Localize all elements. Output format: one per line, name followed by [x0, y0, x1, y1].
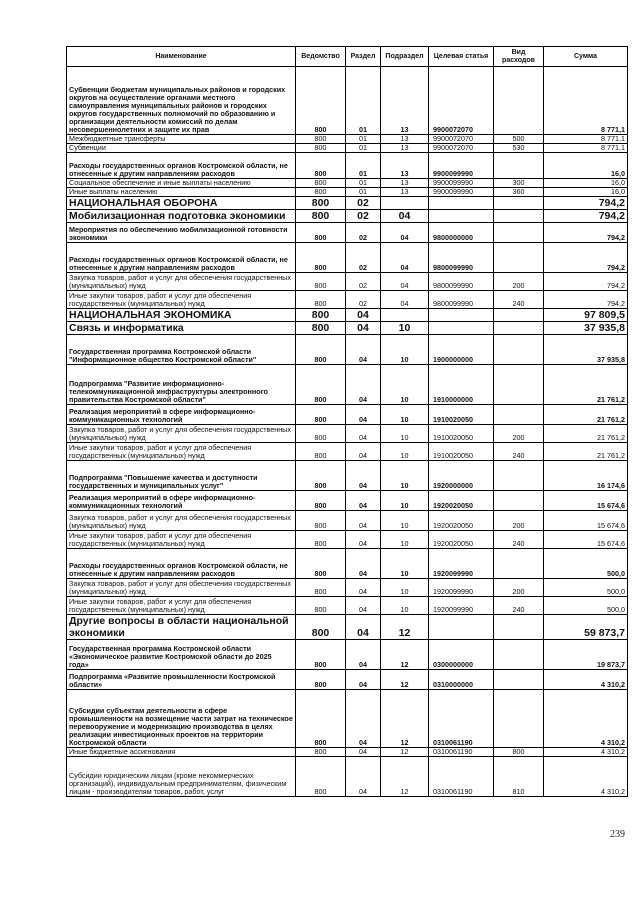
cell-amount: 16,0 — [544, 188, 628, 197]
cell-subsection: 13 — [381, 153, 429, 179]
cell-department: 800 — [296, 243, 346, 273]
cell-target-article — [429, 615, 494, 640]
cell-target-article: 9900072070 — [429, 135, 494, 144]
table-row — [67, 615, 628, 640]
cell-section: 02 — [346, 210, 381, 223]
cell-subsection: 12 — [381, 640, 429, 670]
cell-name: Иные бюджетные ассигнования — [67, 748, 296, 757]
cell-section: 01 — [346, 188, 381, 197]
header-target-article: Целевая статья — [429, 47, 494, 67]
cell-amount: 15 674,6 — [544, 531, 628, 549]
table-header-row — [67, 47, 628, 67]
cell-name: Государственная программа Костромской области «Экономическое развитие Костромской области до 2025 года» — [67, 640, 296, 670]
cell-department: 800 — [296, 511, 346, 531]
cell-department: 800 — [296, 549, 346, 579]
cell-subsection: 13 — [381, 179, 429, 188]
cell-subsection: 12 — [381, 748, 429, 757]
cell-target-article: 1910020050 — [429, 405, 494, 425]
table-row — [67, 365, 628, 405]
table-row — [67, 579, 628, 597]
cell-section: 01 — [346, 67, 381, 135]
cell-target-article: 0310000000 — [429, 670, 494, 690]
cell-subsection: 10 — [381, 531, 429, 549]
cell-subsection: 10 — [381, 491, 429, 511]
cell-subsection: 10 — [381, 365, 429, 405]
cell-department: 800 — [296, 531, 346, 549]
cell-name: Расходы государственных органов Костромской области, не отнесенные к другим направлениям расходов — [67, 153, 296, 179]
cell-amount: 794,2 — [544, 223, 628, 243]
cell-target-article — [429, 309, 494, 322]
cell-amount: 37 935,8 — [544, 322, 628, 335]
cell-department: 800 — [296, 153, 346, 179]
cell-subsection: 04 — [381, 243, 429, 273]
cell-name: Связь и информатика — [67, 322, 296, 335]
cell-target-article — [429, 197, 494, 210]
cell-amount: 4 310,2 — [544, 670, 628, 690]
cell-expense-type — [494, 405, 544, 425]
cell-amount: 8 771,1 — [544, 144, 628, 153]
table-row — [67, 748, 628, 757]
cell-amount: 794,2 — [544, 243, 628, 273]
cell-section: 04 — [346, 690, 381, 748]
cell-name: Субсидии субъектам деятельности в сфере промышленности на возмещение части затрат на техническое перевооружение и модернизацию производства в целях реализации инвестиционных проектов на территории Костромской области — [67, 690, 296, 748]
table-row — [67, 210, 628, 223]
cell-name: Субвенции — [67, 144, 296, 153]
cell-expense-type — [494, 67, 544, 135]
table-row — [67, 67, 628, 135]
cell-target-article: 1920020050 — [429, 531, 494, 549]
cell-subsection: 10 — [381, 335, 429, 365]
cell-expense-type — [494, 153, 544, 179]
cell-target-article: 9900072070 — [429, 144, 494, 153]
cell-department: 800 — [296, 210, 346, 223]
cell-subsection: 04 — [381, 210, 429, 223]
cell-target-article: 1920020050 — [429, 511, 494, 531]
cell-name: Реализация мероприятий в сфере информационно-коммуникационных технологий — [67, 405, 296, 425]
cell-section: 04 — [346, 757, 381, 797]
cell-amount: 500,0 — [544, 579, 628, 597]
cell-target-article: 9800099990 — [429, 291, 494, 309]
cell-department: 800 — [296, 135, 346, 144]
cell-target-article: 9800099990 — [429, 243, 494, 273]
cell-expense-type — [494, 197, 544, 210]
cell-department: 800 — [296, 179, 346, 188]
cell-name: Мероприятия по обеспечению мобилизационной готовности экономики — [67, 223, 296, 243]
cell-expense-type — [494, 210, 544, 223]
cell-name: Иные закупки товаров, работ и услуг для обеспечения государственных (муниципальных) нужд — [67, 291, 296, 309]
cell-name: Закупка товаров, работ и услуг для обеспечения государственных (муниципальных) нужд — [67, 579, 296, 597]
table-row — [67, 405, 628, 425]
cell-subsection: 10 — [381, 443, 429, 461]
cell-name: Социальное обеспечение и иные выплаты населению — [67, 179, 296, 188]
cell-name: Закупка товаров, работ и услуг для обеспечения государственных (муниципальных) нужд — [67, 511, 296, 531]
cell-amount: 37 935,8 — [544, 335, 628, 365]
cell-name: Подпрограмма «Развитие промышленности Костромской области» — [67, 670, 296, 690]
cell-amount: 21 761,2 — [544, 365, 628, 405]
cell-subsection: 04 — [381, 291, 429, 309]
table-row — [67, 135, 628, 144]
cell-department: 800 — [296, 67, 346, 135]
cell-section: 02 — [346, 223, 381, 243]
cell-section: 04 — [346, 491, 381, 511]
cell-target-article: 1910020050 — [429, 425, 494, 443]
cell-department: 800 — [296, 273, 346, 291]
cell-name: Расходы государственных органов Костромской области, не отнесенные к другим направлениям расходов — [67, 549, 296, 579]
cell-department: 800 — [296, 461, 346, 491]
cell-target-article: 9900099990 — [429, 188, 494, 197]
cell-expense-type — [494, 461, 544, 491]
table-row — [67, 144, 628, 153]
cell-department: 800 — [296, 615, 346, 640]
cell-target-article: 0310061190 — [429, 748, 494, 757]
cell-target-article: 1910000000 — [429, 365, 494, 405]
cell-target-article: 1920099990 — [429, 549, 494, 579]
cell-department: 800 — [296, 188, 346, 197]
cell-expense-type — [494, 690, 544, 748]
cell-subsection: 10 — [381, 579, 429, 597]
cell-target-article: 1900000000 — [429, 335, 494, 365]
cell-target-article: 9900099990 — [429, 179, 494, 188]
cell-amount: 500,0 — [544, 549, 628, 579]
cell-amount: 794,2 — [544, 210, 628, 223]
cell-department: 800 — [296, 197, 346, 210]
table-row — [67, 223, 628, 243]
cell-target-article: 9900072070 — [429, 67, 494, 135]
cell-section: 01 — [346, 153, 381, 179]
cell-department: 800 — [296, 597, 346, 615]
table-row — [67, 597, 628, 615]
cell-subsection: 10 — [381, 549, 429, 579]
cell-amount: 15 674,6 — [544, 491, 628, 511]
header-expense-type: Вид расходов — [494, 47, 544, 67]
cell-department: 800 — [296, 223, 346, 243]
cell-name: Подпрограмма "Повышение качества и доступности государственных и муниципальных услуг" — [67, 461, 296, 491]
cell-amount: 97 809,5 — [544, 309, 628, 322]
cell-expense-type: 240 — [494, 597, 544, 615]
cell-expense-type: 240 — [494, 443, 544, 461]
table-row — [67, 179, 628, 188]
cell-subsection: 12 — [381, 670, 429, 690]
cell-expense-type: 200 — [494, 425, 544, 443]
cell-expense-type — [494, 491, 544, 511]
cell-expense-type: 800 — [494, 748, 544, 757]
cell-target-article: 0300000000 — [429, 640, 494, 670]
cell-section: 04 — [346, 670, 381, 690]
cell-section: 04 — [346, 309, 381, 322]
cell-target-article: 0310061190 — [429, 757, 494, 797]
table-row — [67, 443, 628, 461]
table-row — [67, 197, 628, 210]
budget-table — [66, 46, 628, 797]
cell-amount: 59 873,7 — [544, 615, 628, 640]
table-row — [67, 757, 628, 797]
cell-amount: 21 761,2 — [544, 425, 628, 443]
cell-section: 04 — [346, 335, 381, 365]
cell-target-article: 1920020050 — [429, 491, 494, 511]
cell-amount: 16,0 — [544, 179, 628, 188]
cell-name: Государственная программа Костромской области "Информационное общество Костромской области" — [67, 335, 296, 365]
cell-name: Подпрограмма "Развитие информационно-телекоммуникационной инфраструктуры электронного правительства Костромской области" — [67, 365, 296, 405]
table-row — [67, 425, 628, 443]
table-row — [67, 188, 628, 197]
cell-department: 800 — [296, 443, 346, 461]
cell-subsection: 13 — [381, 188, 429, 197]
header-amount: Сумма — [544, 47, 628, 67]
cell-amount: 794,2 — [544, 291, 628, 309]
cell-section: 04 — [346, 405, 381, 425]
cell-name: Мобилизационная подготовка экономики — [67, 210, 296, 223]
cell-expense-type — [494, 365, 544, 405]
cell-section: 04 — [346, 425, 381, 443]
cell-name: Субсидии юридическим лицам (кроме некоммерческих организаций), индивидуальным предпринимателям, физическим лицам - производителям товаров, работ, услуг — [67, 757, 296, 797]
cell-section: 01 — [346, 135, 381, 144]
cell-expense-type: 500 — [494, 135, 544, 144]
cell-section: 02 — [346, 243, 381, 273]
cell-amount: 21 761,2 — [544, 405, 628, 425]
cell-expense-type — [494, 335, 544, 365]
table-row — [67, 273, 628, 291]
cell-target-article: 9800099990 — [429, 273, 494, 291]
cell-expense-type: 200 — [494, 273, 544, 291]
budget-table-container — [66, 46, 627, 797]
cell-department: 800 — [296, 322, 346, 335]
page-number: 239 — [610, 829, 625, 840]
cell-department: 800 — [296, 690, 346, 748]
cell-name: Иные выплаты населению — [67, 188, 296, 197]
header-name: Наименование — [67, 47, 296, 67]
cell-name: Другие вопросы в области национальной экономики — [67, 615, 296, 640]
table-row — [67, 640, 628, 670]
cell-department: 800 — [296, 365, 346, 405]
cell-amount: 8 771,1 — [544, 67, 628, 135]
cell-amount: 16,0 — [544, 153, 628, 179]
cell-amount: 15 674,6 — [544, 511, 628, 531]
table-row — [67, 291, 628, 309]
cell-department: 800 — [296, 309, 346, 322]
header-subsection: Подраздел — [381, 47, 429, 67]
cell-subsection: 10 — [381, 425, 429, 443]
cell-target-article: 9900099990 — [429, 153, 494, 179]
cell-subsection: 13 — [381, 144, 429, 153]
cell-target-article: 1920099990 — [429, 579, 494, 597]
cell-subsection: 10 — [381, 405, 429, 425]
table-row — [67, 511, 628, 531]
cell-subsection: 10 — [381, 511, 429, 531]
cell-department: 800 — [296, 757, 346, 797]
cell-department: 800 — [296, 491, 346, 511]
cell-subsection: 04 — [381, 223, 429, 243]
cell-subsection — [381, 309, 429, 322]
cell-target-article: 0310061190 — [429, 690, 494, 748]
cell-name: Иные закупки товаров, работ и услуг для обеспечения государственных (муниципальных) нужд — [67, 531, 296, 549]
cell-section: 02 — [346, 273, 381, 291]
cell-section: 04 — [346, 531, 381, 549]
cell-section: 04 — [346, 748, 381, 757]
cell-expense-type — [494, 615, 544, 640]
cell-expense-type — [494, 243, 544, 273]
table-row — [67, 491, 628, 511]
cell-amount: 21 761,2 — [544, 443, 628, 461]
table-row — [67, 335, 628, 365]
cell-name: НАЦИОНАЛЬНАЯ ОБОРОНА — [67, 197, 296, 210]
cell-subsection: 04 — [381, 273, 429, 291]
cell-subsection: 10 — [381, 597, 429, 615]
table-row — [67, 690, 628, 748]
cell-section: 01 — [346, 144, 381, 153]
cell-expense-type: 810 — [494, 757, 544, 797]
cell-target-article — [429, 210, 494, 223]
cell-department: 800 — [296, 579, 346, 597]
cell-target-article: 9800000000 — [429, 223, 494, 243]
cell-department: 800 — [296, 670, 346, 690]
cell-subsection: 10 — [381, 322, 429, 335]
cell-name: Иные закупки товаров, работ и услуг для обеспечения государственных (муниципальных) нужд — [67, 443, 296, 461]
cell-expense-type: 360 — [494, 188, 544, 197]
cell-subsection: 10 — [381, 461, 429, 491]
cell-section: 02 — [346, 197, 381, 210]
cell-section: 04 — [346, 461, 381, 491]
cell-section: 04 — [346, 597, 381, 615]
cell-expense-type: 240 — [494, 531, 544, 549]
cell-department: 800 — [296, 640, 346, 670]
cell-amount: 8 771,1 — [544, 135, 628, 144]
cell-subsection: 12 — [381, 757, 429, 797]
cell-expense-type — [494, 223, 544, 243]
cell-name: Закупка товаров, работ и услуг для обеспечения государственных (муниципальных) нужд — [67, 273, 296, 291]
header-section: Раздел — [346, 47, 381, 67]
cell-subsection — [381, 197, 429, 210]
cell-amount: 19 873,7 — [544, 640, 628, 670]
cell-target-article: 1920000000 — [429, 461, 494, 491]
table-row — [67, 153, 628, 179]
table-row — [67, 309, 628, 322]
cell-name: Субвенции бюджетам муниципальных районов и городских округов на осуществление органами местного самоуправления муниципальных районов и городских округов государственных полномочий по образованию и организации деятельности комиссий по делам несовершеннолетних и защите их прав — [67, 67, 296, 135]
cell-section: 04 — [346, 443, 381, 461]
cell-name: Закупка товаров, работ и услуг для обеспечения государственных (муниципальных) нужд — [67, 425, 296, 443]
cell-expense-type: 300 — [494, 179, 544, 188]
cell-name: Реализация мероприятий в сфере информационно-коммуникационных технологий — [67, 491, 296, 511]
cell-expense-type — [494, 322, 544, 335]
cell-subsection: 12 — [381, 615, 429, 640]
table-row — [67, 461, 628, 491]
cell-section: 04 — [346, 511, 381, 531]
cell-expense-type — [494, 670, 544, 690]
cell-section: 04 — [346, 640, 381, 670]
table-row — [67, 549, 628, 579]
table-row — [67, 243, 628, 273]
cell-target-article: 1910020050 — [429, 443, 494, 461]
cell-amount: 500,0 — [544, 597, 628, 615]
cell-section: 01 — [346, 179, 381, 188]
cell-amount: 16 174,6 — [544, 461, 628, 491]
cell-expense-type — [494, 640, 544, 670]
cell-subsection: 13 — [381, 67, 429, 135]
cell-department: 800 — [296, 748, 346, 757]
table-row — [67, 531, 628, 549]
table-row — [67, 322, 628, 335]
cell-amount: 4 310,2 — [544, 690, 628, 748]
cell-section: 04 — [346, 549, 381, 579]
cell-department: 800 — [296, 291, 346, 309]
cell-department: 800 — [296, 425, 346, 443]
cell-name: Межбюджетные трансферты — [67, 135, 296, 144]
cell-amount: 4 310,2 — [544, 757, 628, 797]
cell-section: 04 — [346, 579, 381, 597]
cell-amount: 4 310,2 — [544, 748, 628, 757]
cell-subsection: 12 — [381, 690, 429, 748]
cell-expense-type: 200 — [494, 579, 544, 597]
header-department: Ведомство — [296, 47, 346, 67]
cell-target-article — [429, 322, 494, 335]
cell-expense-type: 200 — [494, 511, 544, 531]
cell-amount: 794,2 — [544, 273, 628, 291]
cell-department: 800 — [296, 335, 346, 365]
cell-section: 02 — [346, 291, 381, 309]
cell-section: 04 — [346, 365, 381, 405]
cell-section: 04 — [346, 322, 381, 335]
cell-amount: 794,2 — [544, 197, 628, 210]
cell-target-article: 1920099990 — [429, 597, 494, 615]
cell-name: Иные закупки товаров, работ и услуг для обеспечения государственных (муниципальных) нужд — [67, 597, 296, 615]
cell-department: 800 — [296, 144, 346, 153]
cell-expense-type: 530 — [494, 144, 544, 153]
cell-expense-type — [494, 549, 544, 579]
table-body — [67, 67, 628, 797]
cell-department: 800 — [296, 405, 346, 425]
cell-name: Расходы государственных органов Костромской области, не отнесенные к другим направлениям расходов — [67, 243, 296, 273]
table-row — [67, 670, 628, 690]
cell-section: 04 — [346, 615, 381, 640]
cell-name: НАЦИОНАЛЬНАЯ ЭКОНОМИКА — [67, 309, 296, 322]
cell-subsection: 13 — [381, 135, 429, 144]
cell-expense-type — [494, 309, 544, 322]
cell-expense-type: 240 — [494, 291, 544, 309]
